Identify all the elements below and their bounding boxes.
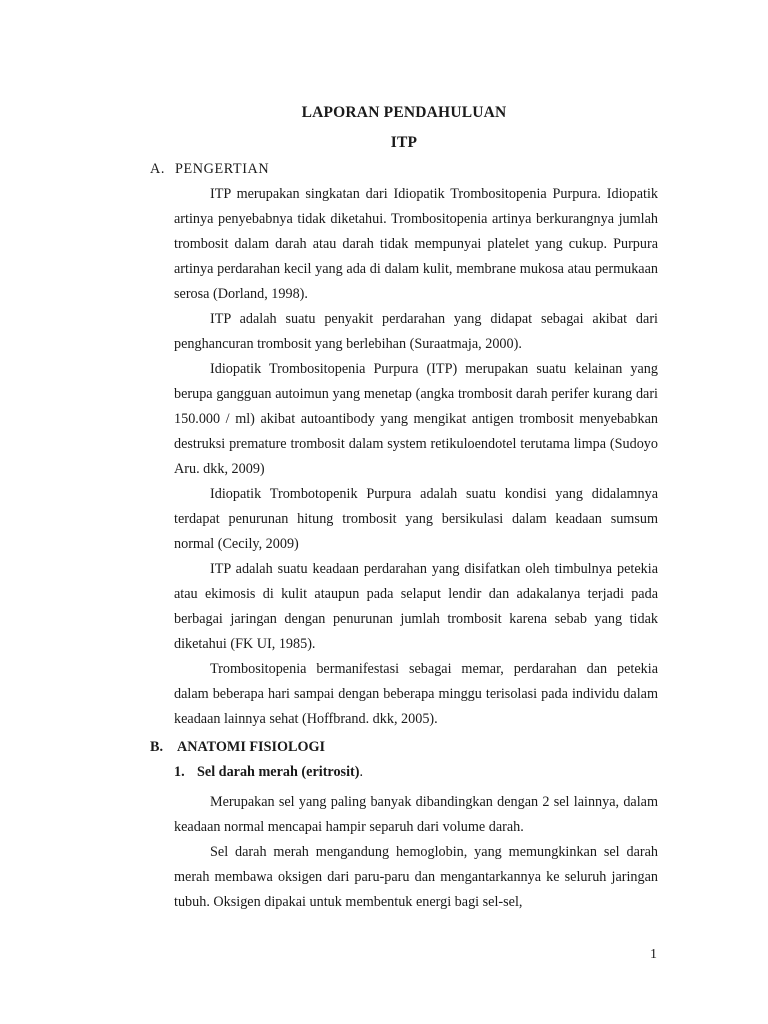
paragraph: ITP merupakan singkatan dari Idiopatik Trombositopenia Purpura. Idiopatik artinya penyebabnya tidak diketahui. Trombositopenia artinya berkurangnya jumlah trombosit dalam darah atau darah tidak mempunyai platelet yang cukup. Purpura artinya perdarahan kecil yang ada di dalam kulit, membrane mukosa atau permukaan serosa (Dorland, 1998). <box>174 186 658 302</box>
paragraph: ITP adalah suatu penyakit perdarahan yang didapat sebagai akibat dari penghancuran trombosit yang berlebihan (Suraatmaja, 2000). <box>174 311 658 352</box>
paragraph: Merupakan sel yang paling banyak dibandingkan dengan 2 sel lainnya, dalam keadaan normal mencapai hampir separuh dari volume darah. <box>174 794 658 835</box>
subsection-1-number: 1. <box>174 764 185 780</box>
section-a-title: PENGERTIAN <box>175 161 270 177</box>
section-a-heading <box>150 161 269 178</box>
document-subtitle: ITP <box>390 134 418 151</box>
subsection-1-title: Sel darah merah (eritrosit) <box>197 764 360 780</box>
subsection-1-heading <box>174 764 363 781</box>
section-b-letter: B. <box>150 739 164 755</box>
paragraph: Sel darah merah mengandung hemoglobin, yang memungkinkan sel darah merah membawa oksigen dari paru-paru dan mengantarkannya ke seluruh jaringan tubuh. Oksigen dipakai untuk membentuk energi bagi sel-sel, <box>174 844 658 910</box>
section-a-letter: A. <box>150 161 165 177</box>
paragraph: Idiopatik Trombositopenia Purpura (ITP) merupakan suatu kelainan yang berupa gangguan autoimun yang menetap (angka trombosit darah perifer kurang dari 150.000 / ml) akibat autoantibody yang mengikat antigen trombosit menyebabkan destruksi premature trombosit dalam system retikuloendotel terutama limpa (Sudoyo Aru. dkk, 2009) <box>174 361 658 477</box>
subsection-1-period: . <box>359 764 364 780</box>
paragraph: Trombositopenia bermanifestasi sebagai memar, perdarahan dan petekia dalam beberapa hari sampai dengan beberapa minggu terisolasi pada individu dalam keadaan lainnya sehat (Hoffbrand. dkk, 2005). <box>174 661 658 727</box>
document-title: LAPORAN PENDAHULUAN <box>301 104 507 121</box>
paragraph: Idiopatik Trombotopenik Purpura adalah suatu kondisi yang didalamnya terdapat penurunan hitung trombosit yang bersikulasi dalam keadaan sumsum normal (Cecily, 2009) <box>174 486 658 552</box>
page-number: 1 <box>650 947 657 962</box>
section-b-title: ANATOMI FISIOLOGI <box>177 739 326 755</box>
paragraph: ITP adalah suatu keadaan perdarahan yang disifatkan oleh timbulnya petekia atau ekimosis di kulit ataupun pada selaput lendir dan adakalanya terjadi pada berbagai jaringan dengan penurunan jumlah trombosit karena sebab yang tidak diketahui (FK UI, 1985). <box>174 561 658 652</box>
section-b-heading <box>150 739 325 756</box>
